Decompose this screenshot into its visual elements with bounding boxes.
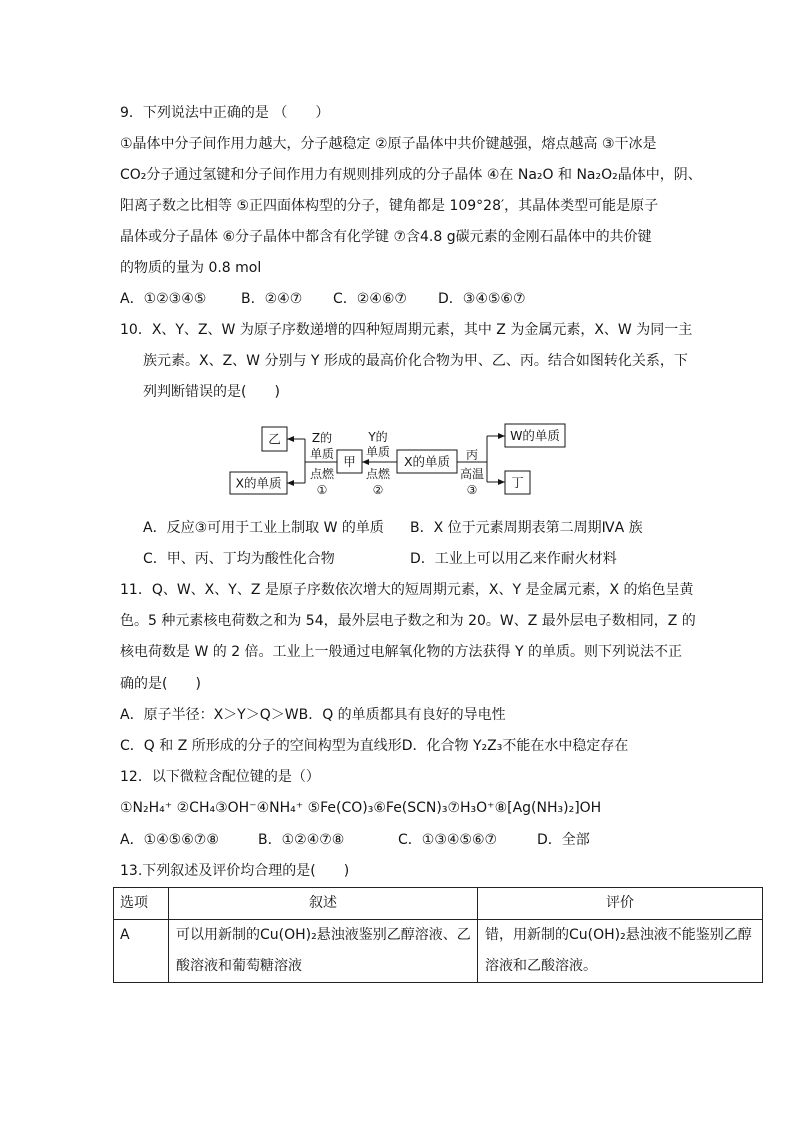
box-x-element-mid-label: X的单质 bbox=[403, 454, 451, 469]
reaction2-condition: 点燃 bbox=[365, 467, 391, 481]
cell-statement: 可以用新制的Cu(OH)₂悬浊液鉴别乙醇溶液、乙酸溶液和葡萄糖溶液 bbox=[169, 920, 478, 983]
q11-options-row bbox=[120, 736, 628, 756]
box-ding-label: 丁 bbox=[511, 475, 524, 490]
q10-stem-line: 10．X、Y、Z、W 为原子序数递增的四种短周期元素，其中 Z 为金属元素，X、W 为同一主 bbox=[120, 322, 693, 338]
q11-option-c: C．Q 和 Z 所形成的分子的空间构型为直线形 bbox=[120, 738, 402, 754]
q10-stem-line: 族元素。X、Z、W 分别与 Y 形成的最高价化合物为甲、乙、丙。结合如图转化关系，下 bbox=[143, 353, 688, 369]
q13-table bbox=[113, 887, 763, 983]
q10-option-c: C．甲、丙、丁均为酸性化合物 bbox=[143, 551, 335, 567]
cell-option: A bbox=[114, 920, 169, 983]
q11-stem-line: 11．Q、W、X、Y、Z 是原子序数依次增大的短周期元素，X、Y 是金属元素，X 的焰色呈黄 bbox=[120, 582, 694, 598]
q9-body-line: 阳离子数之比相等 ⑤正四面体构型的分子，键角都是 109°28′，其晶体类型可能是原子 bbox=[120, 198, 659, 214]
q12-option-b: B．①②④⑦⑧ bbox=[258, 832, 345, 848]
table-head bbox=[114, 888, 763, 920]
q11-options-row bbox=[120, 705, 506, 725]
reaction1-number: ① bbox=[316, 483, 328, 497]
q9-option-d: D．③④⑤⑥⑦ bbox=[438, 291, 526, 307]
q12-items: ①N₂H₄⁺ ②CH₄③OH⁻④NH₄⁺ ⑤Fe(CO)₃⑥Fe(SCN)₃⑦H₃O⁺⑧[Ag(NH₃)₂]OH bbox=[120, 800, 602, 816]
cell-evaluation: 错，用新制的Cu(OH)₂悬浊液不能鉴别乙醇溶液和乙酸溶液。 bbox=[478, 920, 763, 983]
q13-stem: 13.下列叙述及评价均合理的是( ) bbox=[120, 863, 350, 879]
reaction1-condition: 点燃 bbox=[309, 467, 335, 481]
q11-stem-line: 确的是( ) bbox=[120, 676, 201, 692]
box-jia-label: 甲 bbox=[343, 454, 356, 469]
q11-option-d: D．化合物 Y₂Z₃不能在水中稳定存在 bbox=[401, 738, 629, 754]
reaction2-label: Y的 bbox=[368, 430, 388, 444]
transformation-diagram bbox=[220, 418, 580, 503]
header-evaluation: 评价 bbox=[478, 888, 763, 920]
q12-option-c: C．①③④⑤⑥⑦ bbox=[398, 832, 498, 848]
q9-stem: 9．下列说法中正确的是 （ ） bbox=[120, 105, 330, 121]
box-x-element-left-label: X的单质 bbox=[235, 475, 282, 491]
reaction3-number: ③ bbox=[466, 483, 478, 497]
reaction2-number: ② bbox=[372, 483, 384, 497]
box-w-element-label: W的单质 bbox=[510, 428, 560, 443]
reaction2-label: 单质 bbox=[365, 445, 391, 459]
q11-stem-line: 核电荷数是 W 的 2 倍。工业上一般通过电解氧化物的方法获得 Y 的单质。则下列说法不正 bbox=[120, 644, 683, 660]
q12-option-a: A．①④⑤⑥⑦⑧ bbox=[120, 832, 219, 848]
q10-option-b: B．X 位于元素周期表第二周期ⅣA 族 bbox=[410, 520, 643, 536]
header-statement: 叙述 bbox=[169, 888, 478, 920]
q11-stem-line: 色。5 种元素核电荷数之和为 54，最外层电子数之和为 20。W、Z 最外层电子数相同，Z 的 bbox=[120, 613, 696, 629]
reaction3-condition: 高温 bbox=[459, 467, 485, 481]
q9-option-b: B．②④⑦ bbox=[241, 291, 303, 307]
q10-stem-line: 列判断错误的是( ) bbox=[143, 384, 280, 400]
q9-body-line: 的物质的量为 0.8 mol bbox=[120, 260, 262, 276]
q9-body-line: 晶体或分子晶体 ⑥分子晶体中都含有化学键 ⑦含4.8 g碳元素的金刚石晶体中的共价键 bbox=[120, 229, 652, 245]
table-header-row bbox=[114, 888, 763, 920]
q11-option-b: B．Q 的单质都具有良好的导电性 bbox=[298, 707, 506, 723]
table-row bbox=[114, 920, 763, 983]
q10-option-a: A．反应③可用于工业上制取 W 的单质 bbox=[143, 520, 384, 536]
q9-option-a: A．①②③④⑤ bbox=[120, 291, 207, 307]
table-body bbox=[114, 920, 763, 983]
q9-body-line: ①晶体中分子间作用力越大，分子越稳定 ②原子晶体中共价键越强，熔点越高 ③干冰是 bbox=[120, 136, 657, 152]
q10-option-d: D．工业上可以用乙来作耐火材料 bbox=[410, 551, 617, 567]
reaction1-label: Z的 bbox=[311, 431, 333, 445]
q9-body-line: CO₂分子通过氢键和分子间作用力有规则排列成的分子晶体 ④在 Na₂O 和 Na₂O₂晶体中，阴、 bbox=[120, 167, 702, 183]
header-option: 选项 bbox=[114, 888, 169, 920]
q12-option-d: D．全部 bbox=[537, 832, 590, 848]
q9-option-c: C．②④⑥⑦ bbox=[333, 291, 407, 307]
reaction3-reagent: 丙 bbox=[465, 448, 479, 462]
q11-option-a: A．原子半径：X＞Y＞Q＞W bbox=[120, 707, 299, 723]
q12-stem: 12．以下微粒含配位键的是（） bbox=[120, 769, 320, 785]
box-yi-label: 乙 bbox=[268, 431, 281, 447]
reaction1-label: 单质 bbox=[309, 447, 335, 461]
